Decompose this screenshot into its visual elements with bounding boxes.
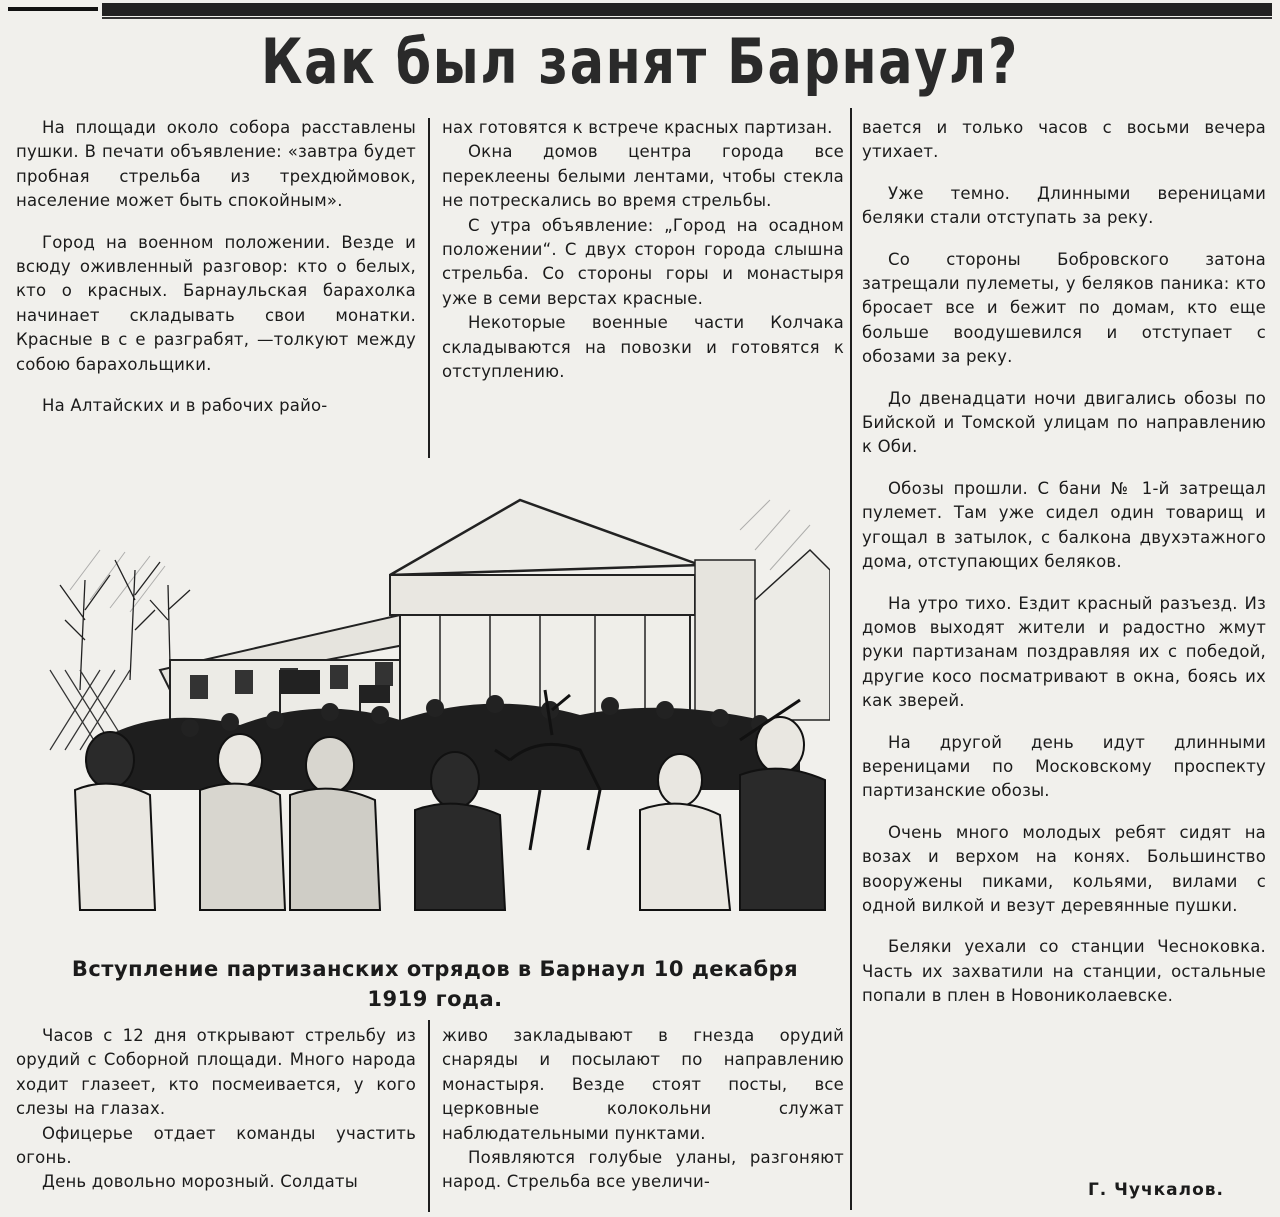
article-title: Как был занят Барнаул? — [260, 25, 1020, 98]
illustration-caption: Вступление партизанских отрядов в Барнаул 10 декабря 1919 года. — [71, 957, 799, 1011]
column-3 — [862, 116, 1266, 1026]
paragraph: Беляки уехали со станции Чесноковка. Часть их захватили на станции, остальные попали в плен в Новониколаевске. — [862, 937, 1266, 1006]
paragraph: Уже темно. Длинными вереницами беляки стали отступать за реку. — [862, 183, 1266, 228]
paragraph: С утра объявление: „Город на осадном положении“. С двух сторон города слышна стрельба. Со стороны горы и монастыря уже в семи верстах красные. — [442, 215, 844, 308]
paragraph: Окна домов центра города все переклеены белыми лентами, чтобы стекла не потрескались во время стрельбы. — [442, 142, 844, 211]
column-2-lower — [442, 1024, 844, 1212]
column-1 — [16, 116, 416, 435]
paragraph: На утро тихо. Ездит красный разъезд. Из домов выходят жители и радостно жмут руки партизанам поздравляя их с победой, другие косо посматривают в окна, боясь их как зверей. — [862, 593, 1266, 711]
paragraph: Со стороны Бобровского затона затрещали пулеметы, у беляков паника: кто бросает все и бежит по домам, кто еще больше воодушевился и отступает с обозами за реку. — [862, 249, 1266, 367]
paragraph: До двенадцати ночи двигались обозы по Бийской и Томской улицам по направлению к Оби. — [862, 388, 1266, 457]
paragraph: На Алтайских и в рабочих райо- — [42, 396, 328, 416]
paragraph: На другой день идут длинными вереницами по Московскому проспекту партизанские обозы. — [862, 732, 1266, 801]
paragraph: Офицерье отдает команды участить огонь. — [16, 1123, 416, 1168]
column-1-lower — [16, 1024, 416, 1212]
paragraph: Обозы прошли. С бани № 1-й затрещал пулемет. Там уже сидел один товарищ и угощал в затылок, с балкона двухэтажного дома, отступающих беляков. — [862, 478, 1266, 572]
paragraph: Город на военном положении. Везде и всюду оживленный разговор: кто о белых, кто о красных. Барнаульская барахолка начинает складывать свои монатки. Красные в с е разграбят, —толкуют между собою барахольщики. — [16, 232, 416, 374]
column-rule-2 — [850, 108, 852, 1210]
paragraph: живо закладывают в гнезда орудий снаряды и посылают по направлению монастыря. Везде стоят посты, все церковные колокольни служат наблюдательными пунктами. — [442, 1026, 844, 1143]
column-rule-3 — [428, 1020, 430, 1212]
paragraph: Очень много молодых ребят сидят на возах и верхом на конях. Большинство вооружены пиками, кольями, вилами с одной вилкой и везут деревянные пушки. — [862, 822, 1266, 915]
paragraph: вается и только часов с восьми вечера утихает. — [862, 118, 1266, 162]
column-2 — [442, 116, 844, 401]
paragraph: Часов с 12 дня открывают стрельбу из орудий с Соборной площади. Много народа ходит глазеет, кто посмеивается, у кого слезы на глазах. — [16, 1026, 416, 1119]
paragraph: День довольно морозный. Солдаты — [42, 1172, 358, 1192]
illustration-partisans-entering — [40, 490, 830, 930]
paragraph: Появляются голубые уланы, разгоняют народ. Стрельба все увеличи- — [442, 1148, 844, 1192]
paragraph: Некоторые военные части Колчака складываются на повозки и готовятся к отступлению. — [442, 313, 844, 382]
masthead-rule — [0, 0, 1280, 22]
author-signature: Г. Чучкалов. — [1087, 1180, 1224, 1200]
paragraph: На площади около собора расставлены пушки. В печати объявление: «завтра будет пробная стрельба из трехдюймовок, население может быть спокойным». — [16, 118, 416, 211]
paragraph: нах готовятся к встрече красных партизан. — [442, 118, 833, 137]
column-rule-1 — [428, 118, 430, 458]
